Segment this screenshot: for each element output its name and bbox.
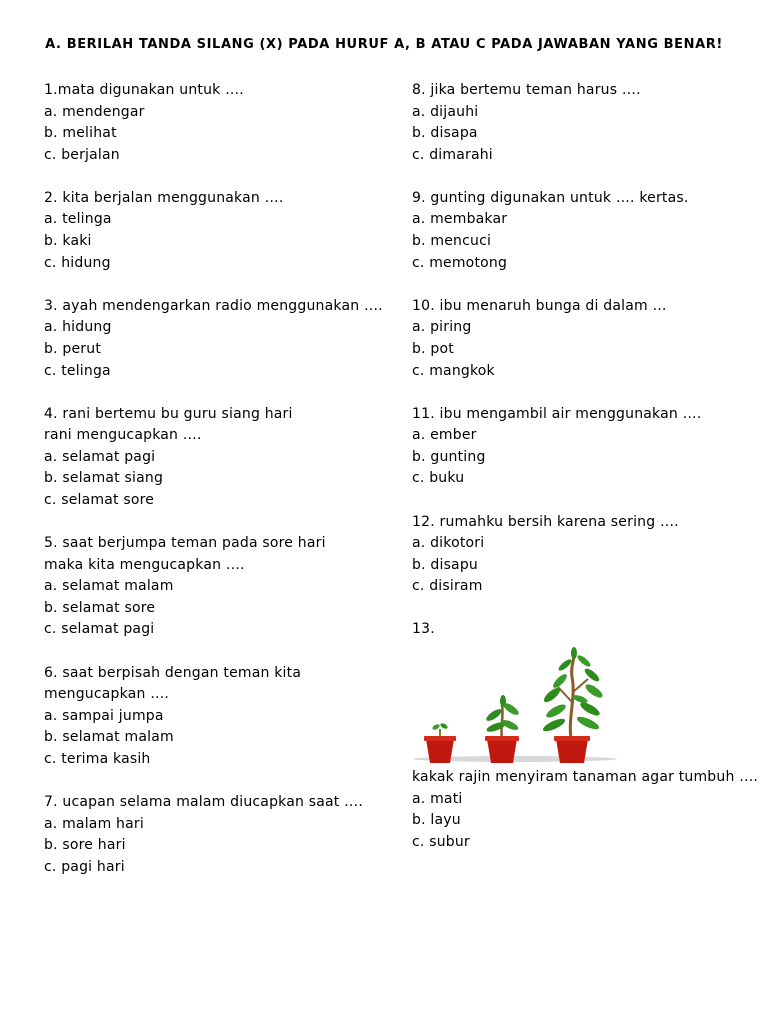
question-12 xyxy=(412,512,752,598)
option-c: c. disiram xyxy=(412,578,483,595)
option-a: a. mati xyxy=(412,790,463,807)
option-b: b. selamat siang xyxy=(44,470,164,487)
question-7 xyxy=(44,792,384,878)
option-c: c. berjalan xyxy=(44,146,120,163)
option-a: a. selamat malam xyxy=(44,578,174,595)
option-c: c. buku xyxy=(412,470,465,487)
question-text: 12. rumahku bersih karena sering …. xyxy=(412,513,679,530)
plant-growth-illustration xyxy=(410,647,620,767)
option-b: b. mencuci xyxy=(412,233,492,250)
question-8 xyxy=(412,80,752,166)
question-text: 2. kita berjalan menggunakan …. xyxy=(44,189,284,206)
question-text: 1.mata digunakan untuk …. xyxy=(44,82,244,98)
question-1 xyxy=(44,80,384,166)
question-3 xyxy=(44,296,384,382)
option-c: c. dimarahi xyxy=(412,146,493,163)
option-b: b. pot xyxy=(412,340,454,357)
option-a: a. mendengar xyxy=(44,103,145,120)
option-b: b. perut xyxy=(44,340,102,357)
option-c: c. subur xyxy=(412,833,470,850)
option-b: b. melihat xyxy=(44,125,117,142)
question-number: 13. xyxy=(412,621,435,638)
option-b: b. disapa xyxy=(412,125,478,142)
option-b: b. kaki xyxy=(44,233,92,250)
question-text: 4. rani bertemu bu guru siang hari xyxy=(44,405,293,422)
left-column xyxy=(44,80,384,900)
question-text: 8. jika bertemu teman harus …. xyxy=(412,82,641,98)
option-c: c. terima kasih xyxy=(44,750,151,767)
option-a: a. hidung xyxy=(44,319,112,336)
option-a: a. piring xyxy=(412,319,472,336)
question-10 xyxy=(412,296,752,382)
question-text: 7. ucapan selama malam diucapkan saat …. xyxy=(44,794,363,811)
option-c: c. memotong xyxy=(412,254,508,271)
option-c: c. mangkok xyxy=(412,362,495,379)
option-a: a. ember xyxy=(412,427,477,444)
option-c: c. selamat sore xyxy=(44,492,155,508)
question-11 xyxy=(412,404,752,490)
question-text: 9. gunting digunakan untuk …. kertas. xyxy=(412,189,689,206)
option-a: a. membakar xyxy=(412,211,508,228)
option-b: b. layu xyxy=(412,812,461,829)
option-a: a. sampai jumpa xyxy=(44,707,164,724)
option-a: a. dijauhi xyxy=(412,103,479,120)
option-c: c. pagi hari xyxy=(44,858,125,875)
option-b: b. selamat malam xyxy=(44,729,174,746)
option-a: a. selamat pagi xyxy=(44,448,156,465)
option-c: c. telinga xyxy=(44,362,111,379)
option-b: b. gunting xyxy=(412,448,486,465)
question-2 xyxy=(44,188,384,274)
question-text: 10. ibu menaruh bunga di dalam … xyxy=(412,297,667,314)
question-13 xyxy=(412,619,759,853)
young-plant-icon xyxy=(485,695,521,763)
question-text: 11. ibu mengambil air menggunakan …. xyxy=(412,405,702,422)
option-a: a. dikotori xyxy=(412,535,485,552)
page-title: A. BERILAH TANDA SILANG (X) PADA HURUF A, B ATAU C PADA JAWABAN YANG BENAR! xyxy=(45,37,723,52)
question-5 xyxy=(44,533,384,641)
right-column xyxy=(412,80,759,875)
option-c: c. selamat pagi xyxy=(44,621,155,638)
question-text-cont: maka kita mengucapkan …. xyxy=(44,556,245,573)
question-4 xyxy=(44,404,384,512)
option-c: c. hidung xyxy=(44,254,111,271)
option-b: b. sore hari xyxy=(44,837,126,854)
question-text-cont: mengucapkan …. xyxy=(44,686,170,703)
question-text-cont: rani mengucapkan …. xyxy=(44,427,202,444)
grown-plant-icon xyxy=(541,647,604,763)
option-a: a. malam hari xyxy=(44,815,144,832)
question-9 xyxy=(412,188,752,274)
question-6 xyxy=(44,663,384,771)
question-text: kakak rajin menyiram tanaman agar tumbuh …. xyxy=(412,768,759,785)
option-a: a. telinga xyxy=(44,211,112,228)
question-text: 3. ayah mendengarkan radio menggunakan …. xyxy=(44,297,383,314)
question-text: 5. saat berjumpa teman pada sore hari xyxy=(44,535,326,552)
option-b: b. disapu xyxy=(412,556,478,573)
question-text: 6. saat berpisah dengan teman kita xyxy=(44,664,302,681)
option-b: b. selamat sore xyxy=(44,599,156,616)
